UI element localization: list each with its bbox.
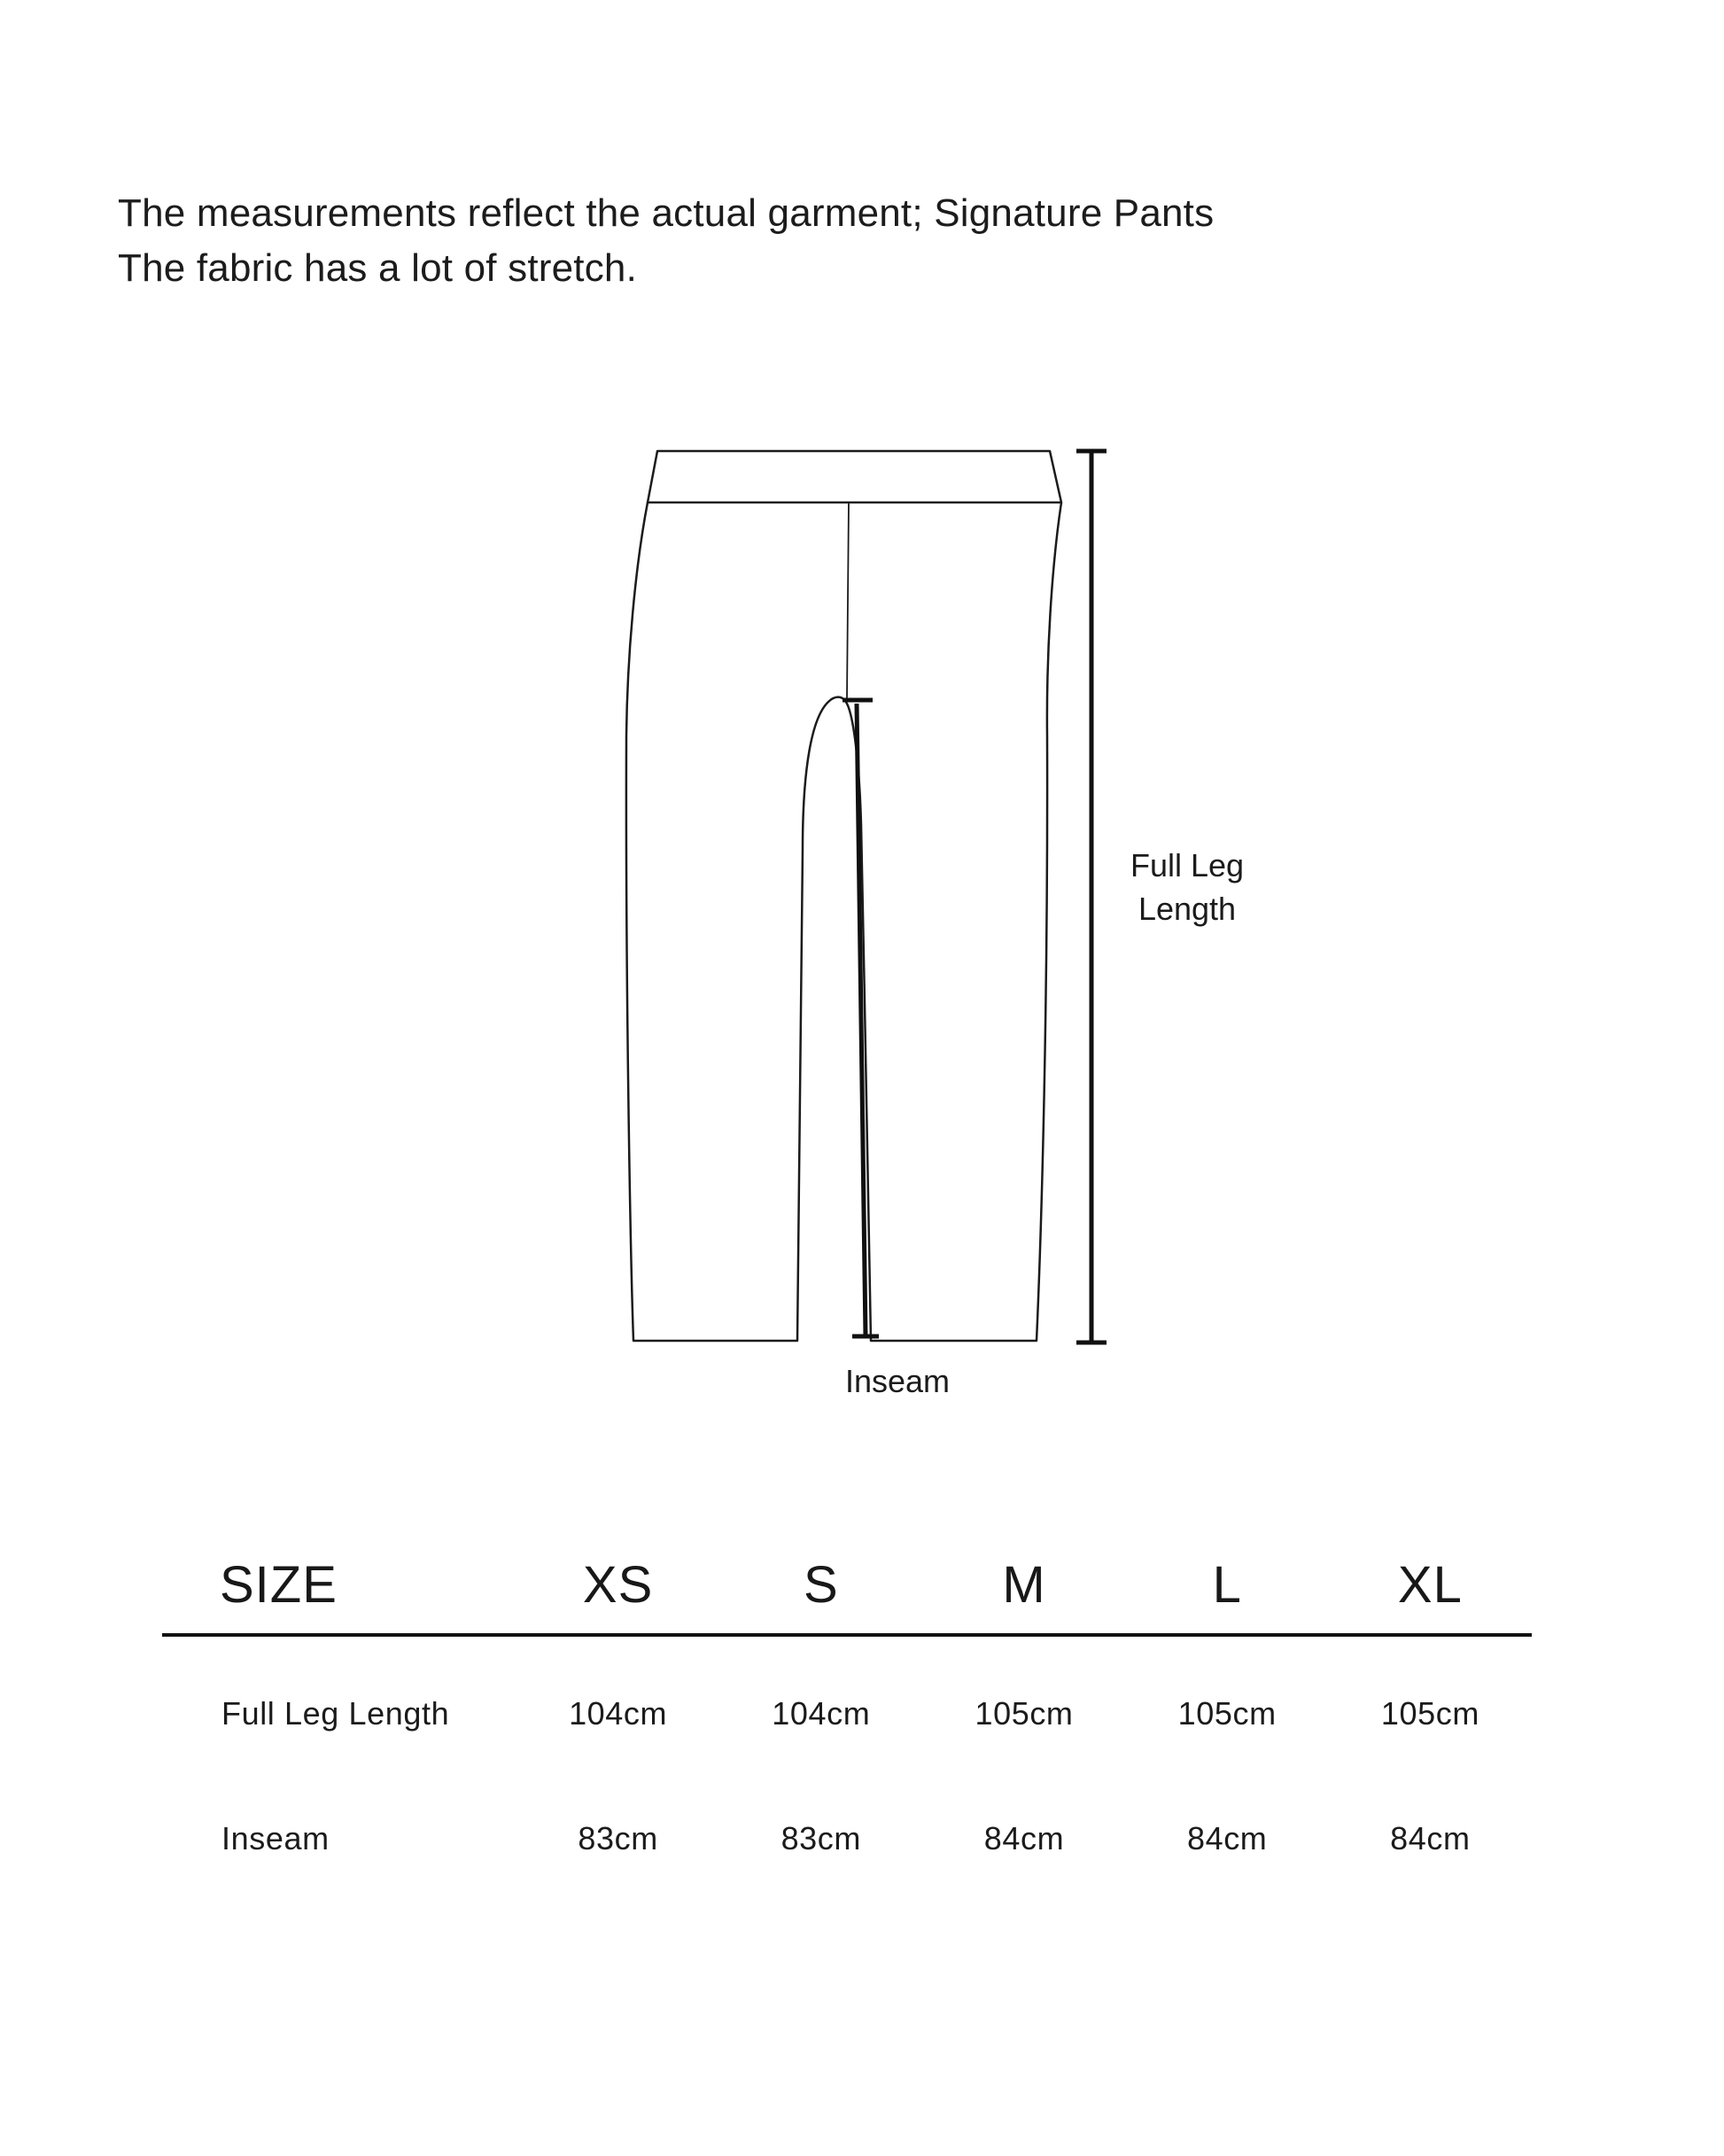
- measurement-value: 83cm: [780, 1820, 861, 1856]
- full-leg-length-label-line1: Full Leg: [1130, 847, 1245, 883]
- size-column-header-s: S: [803, 1556, 839, 1614]
- full-leg-length-label: [1102, 844, 1272, 930]
- measurement-value: 105cm: [1380, 1695, 1479, 1732]
- size-header-label: SIZE: [220, 1556, 338, 1614]
- intro-line-1: The measurements reflect the actual garment; Signature Pants: [118, 191, 1215, 235]
- intro-text: [118, 186, 1214, 296]
- size-table-header: [162, 1555, 1532, 1615]
- table-row-inseam: [162, 1820, 1532, 1857]
- measurement-value: 83cm: [578, 1820, 658, 1856]
- measurement-value: 84cm: [1390, 1820, 1471, 1856]
- intro-line-2: The fabric has a lot of stretch.: [118, 246, 638, 290]
- measurement-value: 105cm: [1177, 1695, 1277, 1732]
- measurement-value: 104cm: [772, 1695, 871, 1732]
- right-leg-outline: [845, 502, 1061, 1341]
- waistband-outline: [648, 451, 1061, 502]
- pants-diagram: [549, 425, 1169, 1382]
- row-label: Inseam: [221, 1820, 330, 1856]
- full-leg-length-label-line2: Length: [1138, 891, 1237, 927]
- table-divider: [162, 1633, 1532, 1637]
- size-column-header-m: M: [1002, 1556, 1046, 1614]
- table-row-full-leg-length: [162, 1695, 1532, 1732]
- inseam-label: Inseam: [844, 1363, 951, 1399]
- left-leg-outline: [626, 502, 845, 1341]
- center-front-seam: [847, 502, 849, 698]
- size-column-header-xl: XL: [1397, 1556, 1463, 1614]
- size-column-header-l: L: [1212, 1556, 1242, 1614]
- measurement-value: 84cm: [983, 1820, 1065, 1856]
- size-column-header-xs: XS: [582, 1556, 654, 1614]
- measurement-value: 104cm: [569, 1695, 668, 1732]
- measurement-value: 84cm: [1186, 1820, 1268, 1856]
- row-label: Full Leg Length: [221, 1695, 450, 1732]
- measurement-value: 105cm: [975, 1695, 1074, 1732]
